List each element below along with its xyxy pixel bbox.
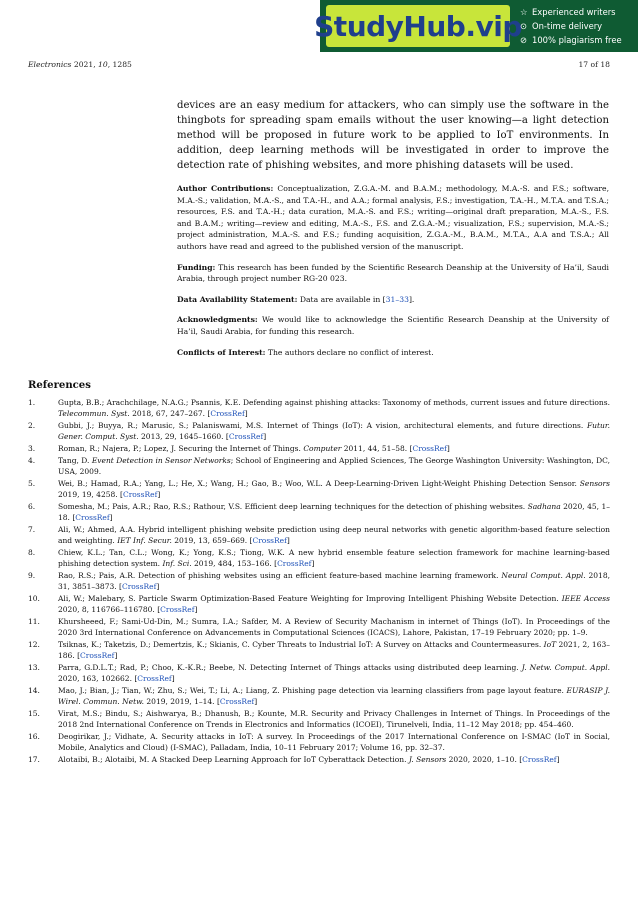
reference-venue: EURASIP J. Wirel. Commun. Netw. xyxy=(58,685,610,706)
crossref-link[interactable]: CrossRef xyxy=(121,582,157,591)
reference-text: Gupta, B.B.; Arachchilage, N.A.G.; Psannis, K.E. Defending against phishing attacks: Taxonomy of methods, current issues and future directions. Telecommun. Syst. 2018, 67, 247–267. [CrossRef] xyxy=(58,398,610,419)
running-header-journal: Electronics 2021, 10, 1285 xyxy=(28,60,132,69)
crossref-link[interactable]: CrossRef xyxy=(522,754,557,764)
conflicts-text: The authors declare no conflict of interest. xyxy=(267,347,434,357)
reference-venue: IET Inf. Secur. xyxy=(117,536,172,545)
reference-authors-title: Virat, M.S.; Bindu, S.; Aishwarya, B.; Dhanush, B.; Kounte, M.R. Security and Privacy Challenges in Internet of Things. In Proceedings of the 2018 2nd International Conference on Trends in Electronics and Informatics (ICOEI), Tirunelveli, India, 11–12 May 2018; pp. 454–460. xyxy=(58,708,610,729)
reference-number: 9. xyxy=(28,570,36,580)
studyhub-logo[interactable]: StudyHub.vip xyxy=(326,5,510,47)
reference-number: 13. xyxy=(28,662,40,672)
reference-authors-title: Ali, W.; Malebary, S. Particle Swarm Optimization-Based Feature Weighting for Improving Intelligent Phishing Website Detection. xyxy=(58,593,562,603)
reference-authors-title: Ali, W.; Ahmed, A.A. Hybrid intelligent phishing website prediction using deep neural networks with genetic algorithm-based feature selection and weighting. xyxy=(58,524,610,545)
reference-venue: Neural Comput. Appl. xyxy=(501,570,586,580)
reference-number: 2. xyxy=(28,421,36,430)
reference-item xyxy=(28,443,610,454)
journal-volume: 10 xyxy=(98,60,108,69)
reference-text xyxy=(58,708,610,730)
banner-feature-text: On-time delivery xyxy=(532,21,603,31)
reference-number: 3. xyxy=(28,444,36,453)
banner-feature xyxy=(520,5,622,19)
reference-number: 15. xyxy=(28,708,40,718)
reference-text: Parra, G.D.L.T.; Rad, P.; Choo, K.-K.R.; Beebe, N. Detecting Internet of Things attacks using distributed deep learning. J. Netw. Comput. Appl. 2020, 163, 102662. [CrossRef] xyxy=(58,662,610,683)
reference-item xyxy=(28,420,610,442)
reference-number: 4. xyxy=(28,455,36,465)
reference-venue: IEEE Access xyxy=(561,593,610,603)
reference-details: 2018, 31, 3851–3873. xyxy=(58,570,610,591)
acknowledgments-text: We would like to acknowledge the Scientific Research Deanship at the University of Ha’il, Saudi Arabia, for funding this research. xyxy=(177,315,609,336)
reference-text: Alotaibi, B.; Alotaibi, M. A Stacked Deep Learning Approach for IoT Cyberattack Detection. J. Sensors 2020, 2020, 1–10. [CrossRef] xyxy=(58,754,560,764)
reference-number: 8. xyxy=(28,547,36,557)
reference-venue: Futur. Gener. Comput. Syst. xyxy=(58,421,610,442)
reference-text: Ali, W.; Malebary, S. Particle Swarm Optimization-Based Feature Weighting for Improving Intelligent Phishing Website Detection. IEEE Access 2020, 8, 116766–116780. [CrossRef] xyxy=(58,593,610,614)
reference-details: 2011, 44, 51–58. xyxy=(341,444,410,453)
crossref-link[interactable]: CrossRef xyxy=(75,513,110,522)
reference-item xyxy=(28,639,610,661)
reference-item xyxy=(28,616,610,638)
reference-text: Ali, W.; Ahmed, A.A. Hybrid intelligent phishing website prediction using deep neural networks with genetic algorithm-based feature selection and weighting. IET Inf. Secur. 2019, 13, 659–669. [CrossRef] xyxy=(58,524,610,545)
reference-item xyxy=(28,593,610,615)
reference-item xyxy=(28,731,610,753)
crossref-link[interactable]: CrossRef xyxy=(80,651,115,660)
reference-text: Wei, B.; Hamad, R.A.; Yang, L.; He, X.; Wang, H.; Gao, B.; Woo, W.L. A Deep-Learning-Driven Light-Weight Phishing Detection Sensor. Sensors 2019, 19, 4258. [CrossRef] xyxy=(58,478,610,499)
reference-item xyxy=(28,524,610,546)
reference-details: 2018, 67, 247–267. xyxy=(129,409,208,419)
reference-details: 2021, 2, 163–186. xyxy=(58,639,610,660)
ad-banner[interactable] xyxy=(314,0,638,52)
acknowledgments-label: Acknowledgments: xyxy=(177,315,258,325)
reference-details: 2019, 484, 153–166. xyxy=(191,559,275,568)
reference-number: 5. xyxy=(28,478,36,488)
clock-icon: ⊙ xyxy=(520,21,528,31)
reference-number: 6. xyxy=(28,501,36,511)
reference-authors-title: Parra, G.D.L.T.; Rad, P.; Choo, K.-K.R.; Beebe, N. Detecting Internet of Things attacks using distributed deep learning. xyxy=(58,662,522,672)
main-column xyxy=(177,98,609,367)
journal-name: Electronics xyxy=(28,60,72,69)
reference-authors-title: Roman, R.; Najera, P.; Lopez, J. Securing the Internet of Things. xyxy=(58,444,304,453)
reference-text: Rao, R.S.; Pais, A.R. Detection of phishing websites using an efficient feature-based machine learning framework. Neural Comput. Appl. 2018, 31, 3851–3873. [CrossRef] xyxy=(58,570,610,591)
crossref-link[interactable]: CrossRef xyxy=(252,536,287,545)
funding xyxy=(177,262,609,285)
reference-details: ; School of Engineering and Applied Sciences, The George Washington University: Washington, DC, USA, 2009. xyxy=(58,455,610,476)
reference-details: 2019, 2019, 1–14. xyxy=(144,697,217,706)
data-availability-label: Data Availability Statement: xyxy=(177,294,298,304)
reference-number: 17. xyxy=(28,754,40,764)
reference-item xyxy=(28,708,610,730)
reference-authors-title: Chiew, K.L.; Tan, C.L.; Wong, K.; Yong, K.S.; Tiong, W.K. A new hybrid ensemble feature selection framework for machine learning-based phishing detection system. xyxy=(58,547,610,568)
reference-details: 2013, 29, 1645–1660. xyxy=(138,432,226,442)
crossref-link[interactable]: CrossRef xyxy=(160,605,195,614)
author-contributions xyxy=(177,183,609,253)
reference-number: 7. xyxy=(28,524,36,534)
reference-authors-title: Gupta, B.B.; Arachchilage, N.A.G.; Psannis, K.E. Defending against phishing attacks: Taxonomy of methods, current issues and future directions. xyxy=(58,398,610,407)
reference-authors-title: Mao, J.; Bian, J.; Tian, W.; Zhu, S.; Wei, T.; Li, A.; Liang, Z. Phishing page detection via learning classifiers from page layout feature. xyxy=(58,685,567,695)
reference-details: 2020, 8, 116766–116780. xyxy=(58,605,158,614)
crossref-link[interactable]: CrossRef xyxy=(137,674,172,683)
reference-authors-title: Somesha, M.; Pais, A.R.; Rao, R.S.; Rathour, V.S. Efficient deep learning techniques for the detection of phishing websites. xyxy=(58,501,528,511)
reference-item xyxy=(28,685,610,707)
reference-authors-title: Wei, B.; Hamad, R.A.; Yang, L.; He, X.; Wang, H.; Gao, B.; Woo, W.L. A Deep-Learning-Driven Light-Weight Phishing Detection Sensor. xyxy=(58,478,580,488)
banner-feature-text: Experienced writers xyxy=(532,7,616,17)
citation-link[interactable]: 31–33 xyxy=(385,294,409,304)
crossref-link[interactable]: CrossRef xyxy=(412,444,447,453)
reference-number: 11. xyxy=(28,616,40,626)
crossref-link[interactable]: CrossRef xyxy=(219,697,255,706)
conflicts-label: Conflicts of Interest: xyxy=(177,347,266,357)
reference-authors-title: Rao, R.S.; Pais, A.R. Detection of phishing websites using an efficient feature-based machine learning framework. xyxy=(58,570,502,580)
star-icon: ☆ xyxy=(520,7,528,17)
reference-venue: J. Netw. Comput. Appl. xyxy=(521,662,610,672)
reference-text: Roman, R.; Najera, P.; Lopez, J. Securing the Internet of Things. Computer 2011, 44, 51–58. [CrossRef] xyxy=(58,444,450,453)
crossref-link[interactable]: CrossRef xyxy=(277,559,312,568)
reference-text: Somesha, M.; Pais, A.R.; Rao, R.S.; Rathour, V.S. Efficient deep learning techniques for the detection of phishing websites. Sadhana 2020, 45, 1–18. [CrossRef] xyxy=(58,501,610,522)
body-paragraph: devices are an easy medium for attackers, who can simply use the software in the thingbots for spreading spam emails without the user knowing—a light detection method will be proposed in future work to be applied to IoT environments. In addition, deep learning methods will be investigated in order to improve the detection rate of phishing websites, and more phishing datasets will be used. xyxy=(177,100,609,171)
reference-details: 2020, 2020, 1–10. xyxy=(446,754,520,764)
reference-text xyxy=(58,616,610,638)
banner-feature-text: 100% plagiarism free xyxy=(532,35,622,45)
reference-details: 2019, 19, 4258. xyxy=(58,490,121,499)
reference-venue: Sadhana xyxy=(527,501,561,511)
crossref-link[interactable]: CrossRef xyxy=(228,432,264,442)
reference-venue: Sensors xyxy=(579,478,610,488)
reference-item xyxy=(28,478,610,500)
reference-item xyxy=(28,397,610,419)
reference-number: 1. xyxy=(28,398,36,407)
banner-feature xyxy=(520,19,622,33)
reference-venue: IoT xyxy=(543,639,557,649)
reference-item xyxy=(28,501,610,523)
reference-authors-title: Tsiknas, K.; Taketzis, D.; Demertzis, K.; Skianis, C. Cyber Threats to Industrial IoT: A Survey on Attacks and Countermeasures. xyxy=(58,639,544,649)
reference-venue: J. Sensors xyxy=(408,754,447,764)
reference-authors-title: Tang, D. xyxy=(58,455,92,465)
reference-venue: Computer xyxy=(303,444,342,453)
crossref-link[interactable]: CrossRef xyxy=(210,409,245,419)
references-title: References xyxy=(28,380,91,391)
reference-venue: Event Detection in Sensor Networks xyxy=(91,455,231,465)
banner-features xyxy=(520,5,622,47)
reference-text xyxy=(58,455,610,477)
data-availability xyxy=(177,294,609,306)
reference-number: 14. xyxy=(28,685,40,695)
reference-item xyxy=(28,754,610,765)
author-contributions-text: Conceptualization, Z.G.A.-M. and B.A.M.; methodology, M.A.-S. and F.S.; software, M.A.-S.; validation, M.A.-S., and T.A.-H., and A.A.; formal analysis, F.S.; investigation, T.A.-H., M.T.A. and T.S.A.; resources, F.S. and T.A.-H.; data curation, M.A.-S. and F.S.; writing—original draft preparation, M.A.-S., F.S. and B.A.M.; writing—review and editing, M.A.-S., F.S. and Z.G.A.-M.; visualization, F.S.; supervision, M.A.-S.; project administration, M.A.-S. and F.S.; funding acquisition, Z.G.A.-M., B.A.M., M.T.A., A.A and T.S.A.; All authors have read and agreed to the published version of the manuscript. xyxy=(177,184,609,251)
references-section xyxy=(28,380,610,766)
reference-item xyxy=(28,570,610,592)
data-availability-text: Data are available in [ xyxy=(299,294,386,304)
banner-feature xyxy=(520,33,622,47)
data-availability-after: ]. xyxy=(408,294,415,304)
author-contributions-label: Author Contributions: xyxy=(177,184,274,193)
reference-details: 2020, 45, 1–18. xyxy=(58,501,610,522)
reference-text xyxy=(58,731,610,753)
reference-details: 2020, 163, 102662. xyxy=(58,674,135,683)
conflicts-of-interest xyxy=(177,347,609,359)
acknowledgments xyxy=(177,314,609,337)
funding-label: Funding: xyxy=(177,262,216,272)
reference-item xyxy=(28,547,610,569)
reference-text: Tsiknas, K.; Taketzis, D.; Demertzis, K.; Skianis, C. Cyber Threats to Industrial IoT: A Survey on Attacks and Countermeasures. IoT 2021, 2, 163–186. [CrossRef] xyxy=(58,639,610,660)
reference-list xyxy=(28,397,610,765)
article-number: 1285 xyxy=(112,60,132,69)
journal-year: 2021 xyxy=(73,60,94,69)
reference-authors-title: Gubbi, J.; Buyya, R.; Marusic, S.; Palaniswami, M.S. Internet of Things (IoT): A vision, architectural elements, and future directions. xyxy=(58,421,587,430)
reference-venue: Telecommun. Syst. xyxy=(58,409,130,419)
reference-item xyxy=(28,662,610,684)
reference-number: 10. xyxy=(28,593,40,603)
reference-authors-title: Khursheeed, F.; Sami-Ud-Din, M.; Sumra, I.A.; Safder, M. A Review of Security Machanism in internet of Things (IoT). In Proceedings of the 2020 3rd International Conference on Advancements in Computational Sciences (ICACS), Lahore, Pakistan, 17–19 February 2020; pp. 1–9. xyxy=(58,616,610,637)
reference-number: 16. xyxy=(28,731,40,741)
funding-text: This research has been funded by the Scientific Research Deanship at the University of Ha’il, Saudi Arabia, through project number RG-20 023. xyxy=(177,262,609,284)
reference-number: 12. xyxy=(28,639,40,649)
crossref-link[interactable]: CrossRef xyxy=(122,490,158,499)
reference-details: 2019, 13, 659–669. xyxy=(171,536,250,545)
reference-venue: Inf. Sci. xyxy=(162,559,192,568)
reference-text: Mao, J.; Bian, J.; Tian, W.; Zhu, S.; Wei, T.; Li, A.; Liang, Z. Phishing page detection via learning classifiers from page layout feature. EURASIP J. Wirel. Commun. Netw. 2019, 2019, 1–14. [CrossRef] xyxy=(58,685,610,706)
reference-authors-title: Alotaibi, B.; Alotaibi, M. A Stacked Deep Learning Approach for IoT Cyberattack Detection. xyxy=(58,754,409,764)
reference-text: Gubbi, J.; Buyya, R.; Marusic, S.; Palaniswami, M.S. Internet of Things (IoT): A vision, architectural elements, and future directions. Futur. Gener. Comput. Syst. 2013, 29, 1645–1660. [CrossRef] xyxy=(58,421,610,442)
reference-item xyxy=(28,455,610,477)
page-number: 17 of 18 xyxy=(578,60,610,69)
reference-authors-title: Deogirikar, J.; Vidhate, A. Security attacks in IoT: A survey. In Proceedings of the 2017 International Conference on I-SMAC (IoT in Social, Mobile, Analytics and Cloud) (I-SMAC), Palladam, India, 10–11 February 2017; Volume 16, pp. 32–37. xyxy=(58,731,610,752)
reference-text: Chiew, K.L.; Tan, C.L.; Wong, K.; Yong, K.S.; Tiong, W.K. A new hybrid ensemble feature selection framework for machine learning-based phishing detection system. Inf. Sci. 2019, 484, 153–166. [CrossRef] xyxy=(58,547,610,568)
badge-icon: ⊘ xyxy=(520,35,528,45)
